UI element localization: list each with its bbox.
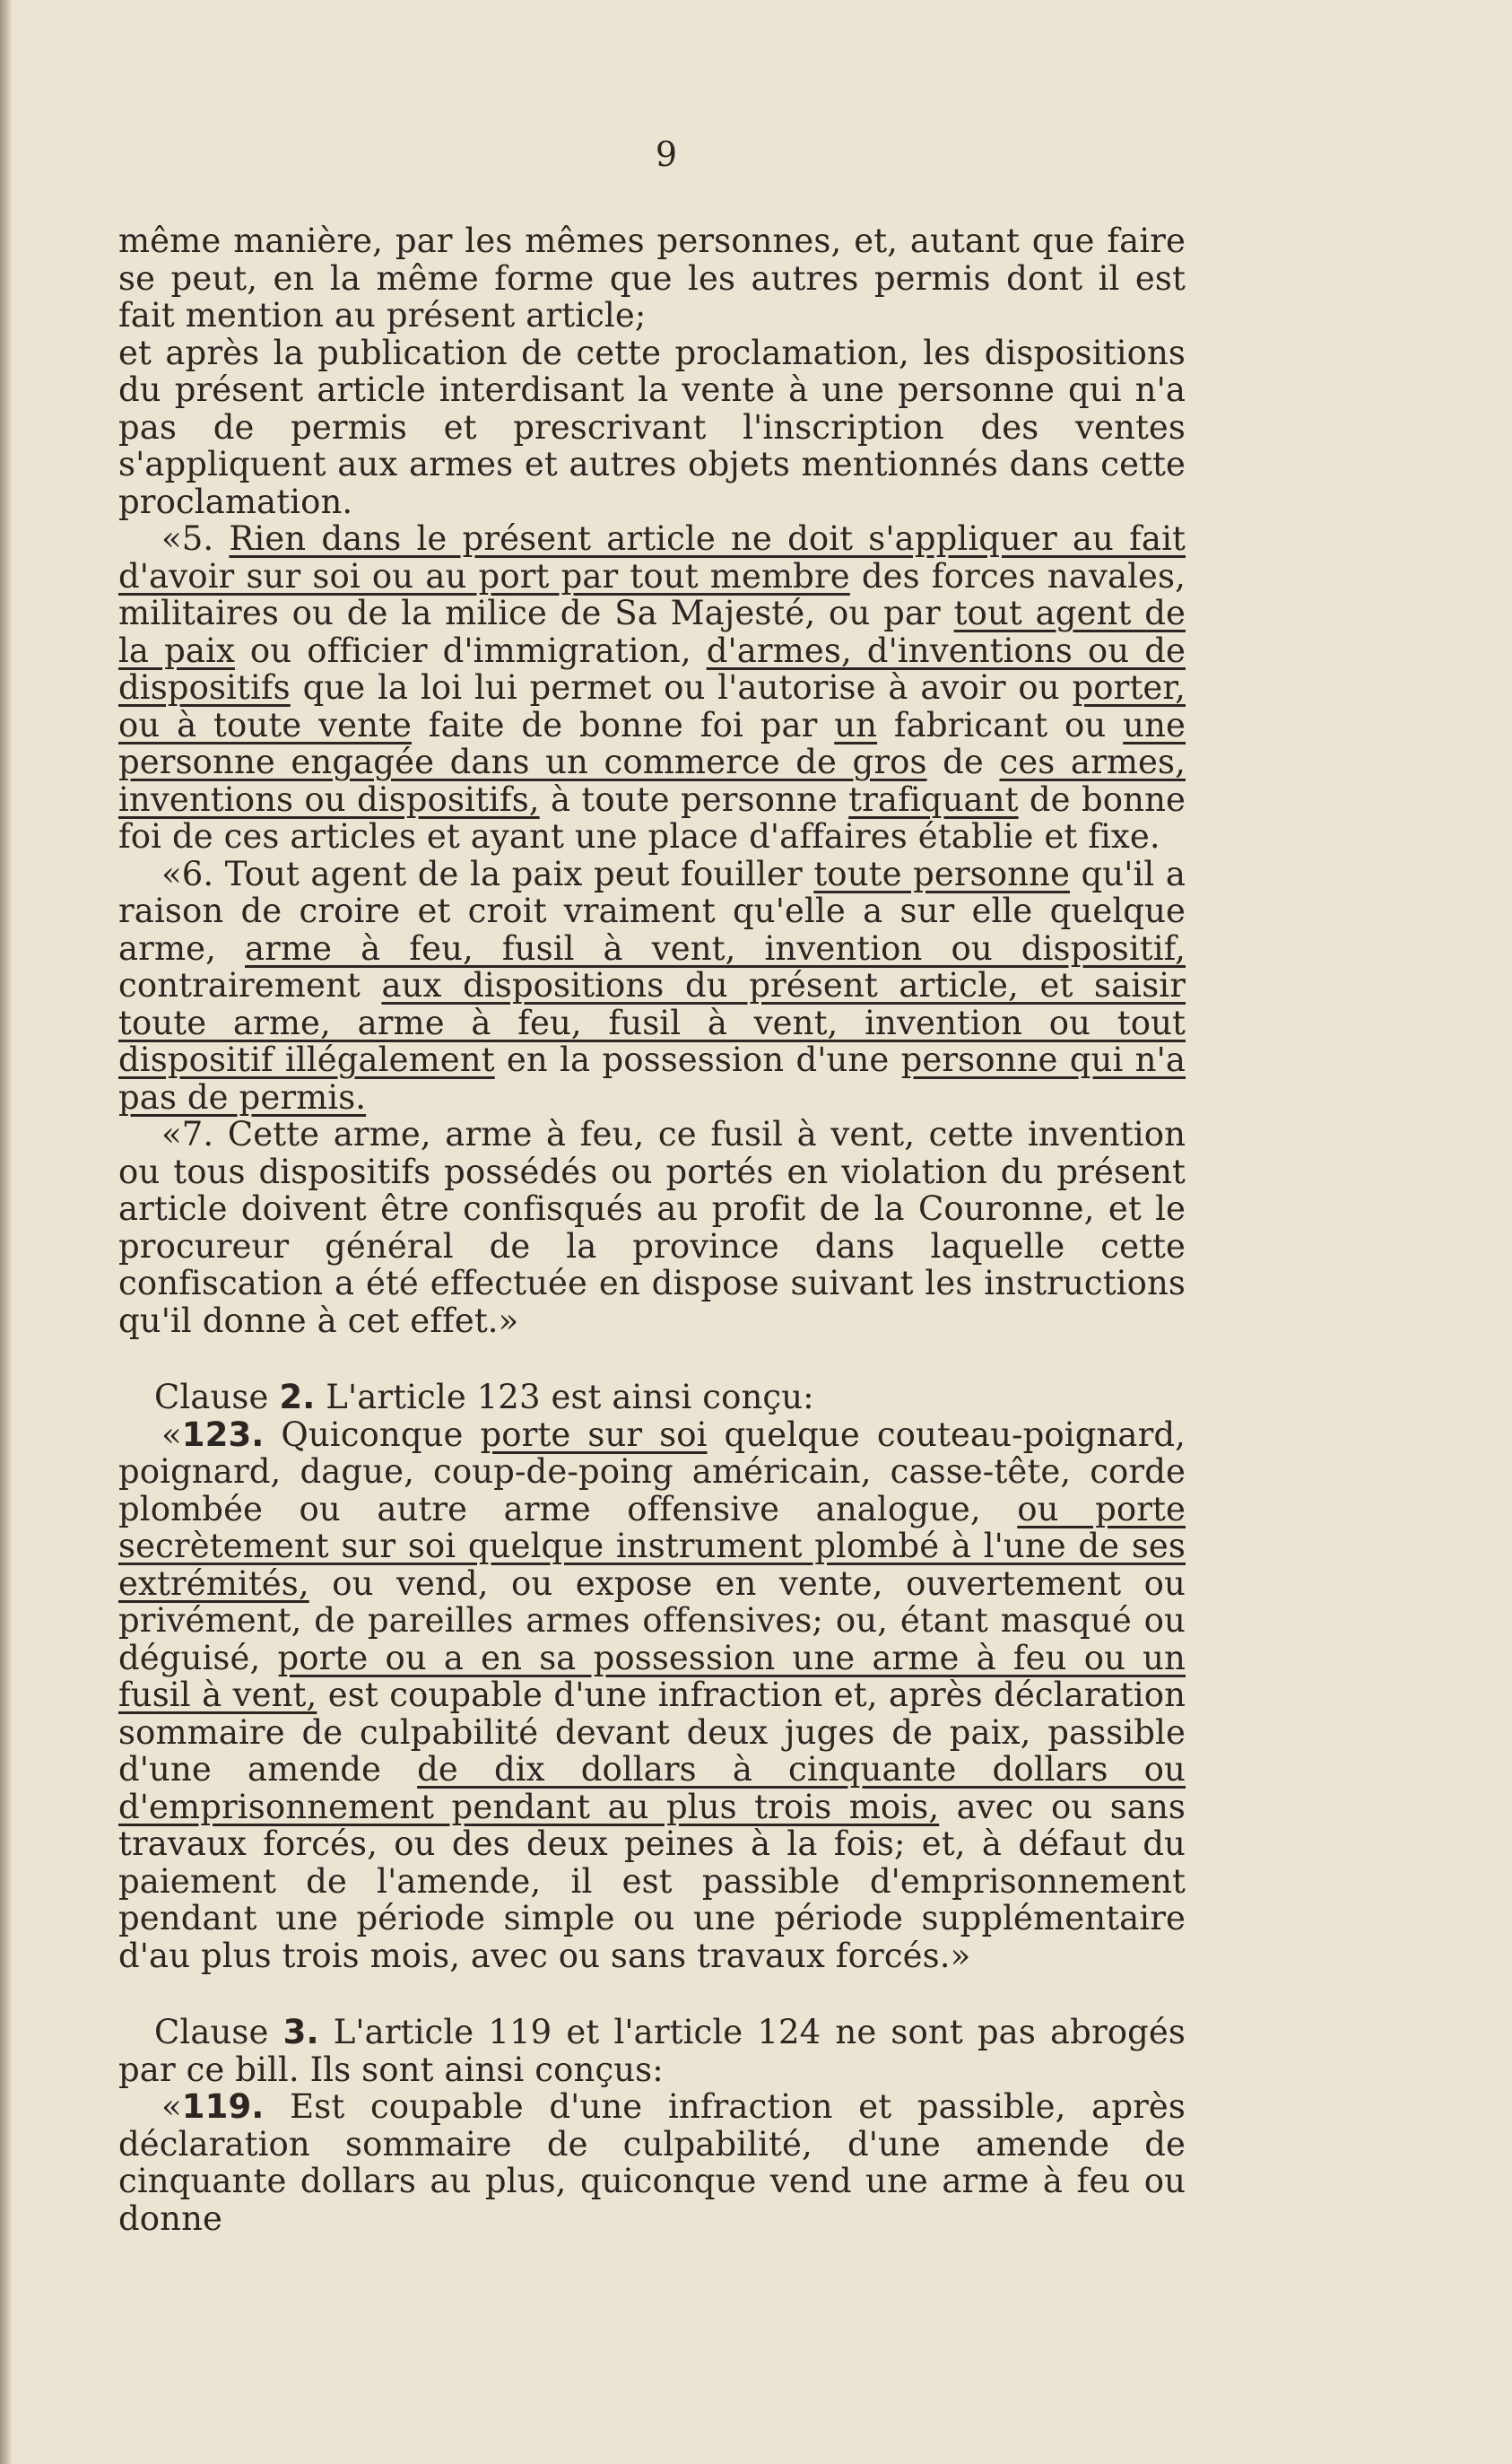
- underlined-text: tout agent de la paix: [118, 594, 1186, 670]
- text-run: Clause: [154, 1378, 280, 1416]
- spacer: [118, 1339, 1186, 1379]
- underlined-text: porte ou a en sa possession une arme à feu ou un fusil à vent,: [118, 1638, 1186, 1714]
- text-run: en la possession d'une: [494, 1040, 901, 1079]
- underlined-text: ces armes, inventions ou dispositifs,: [118, 743, 1186, 819]
- paragraph-section-5: [118, 520, 1186, 856]
- text-run: que la loi lui permet ou l'autorise à avoir ou: [290, 668, 1073, 707]
- underlined-text: aux dispositions du présent article, et saisir toute arme, arme à feu, fusil à vent, invention ou tout dispositif illégalement: [118, 966, 1186, 1079]
- text-run: des forces navales, militaires ou de la milice de Sa Majesté, ou par: [118, 556, 1186, 632]
- paragraph-article-119: [118, 2088, 1186, 2237]
- text-run: contrairement: [118, 966, 382, 1005]
- paragraph-continuation: même manière, par les mêmes personnes, et, autant que faire se peut, en la même forme que les autres permis dont il est fait mention au présent article;: [118, 222, 1186, 335]
- underlined-text: une personne engagée dans un commerce de gros: [118, 705, 1186, 781]
- text-run: ou officier d'immigration,: [234, 631, 707, 670]
- underlined-text: de dix dollars à cinquante dollars ou d'emprisonnement pendant au plus trois mois,: [118, 1750, 1186, 1826]
- underlined-text: d'armes, d'inventions ou de dispositifs: [118, 631, 1186, 707]
- text-run: quelque couteau-poignard, poignard, dague, coup-de-poing américain, casse-tête, corde plombée ou autre arme offensive analogue,: [118, 1415, 1186, 1528]
- underlined-text: trafiquant: [848, 779, 1019, 819]
- paragraph-article-123: [118, 1416, 1186, 1975]
- text-run: Clause: [154, 2013, 283, 2051]
- spacer: [118, 1974, 1186, 2014]
- underlined-text: porte sur soi: [480, 1415, 708, 1454]
- text-run: qu'il a raison de croire et croit vraiment qu'elle a sur elle quelque arme,: [118, 854, 1186, 968]
- text-run: «: [161, 1415, 182, 1454]
- underlined-text: arme à feu, fusil à vent, invention ou dispositif,: [245, 928, 1186, 968]
- paragraph-section-7: «7. Cette arme, arme à feu, ce fusil à vent, cette invention ou tous dispositifs possédés ou portés en violation du présent article doivent être confisqués au profit de la Couronne, et le procureur général de la province dans laquelle cette confiscation a été effectuée en dispose suivant les instructions qu'il donne à cet effet.»: [118, 1115, 1186, 1340]
- text-run: avec ou sans travaux forcés, ou des deux peines à la fois; et, à défaut du paiement de l'amende, il est passible d'emprisonnement pendant une période simple ou une période supplémentaire d'au plus trois mois, avec ou sans travaux forcés.»: [118, 1787, 1186, 1975]
- clause-number: 2.: [279, 1378, 316, 1416]
- paragraph-proclamation: et après la publication de cette proclamation, les dispositions du présent article interdisant la vente à une personne qui n'a pas de permis et prescrivant l'inscription des ventes s'appliquent aux armes et autres objets mentionnés dans cette proclamation.: [118, 333, 1186, 521]
- text-run: Quiconque: [264, 1415, 481, 1454]
- paragraph-section-6: [118, 856, 1186, 1117]
- text-run: est coupable d'une infraction et, après déclaration sommaire de culpabilité devant deux juges de paix, passible d'une amende: [118, 1676, 1186, 1789]
- underlined-text: un: [834, 705, 878, 744]
- text-run: de: [926, 743, 1000, 781]
- underlined-text: personne qui n'a pas de permis.: [118, 1040, 1186, 1117]
- text-run: L'article 123 est ainsi conçu:: [315, 1378, 814, 1416]
- article-number: 119.: [181, 2087, 265, 2126]
- underlined-text: toute personne: [813, 854, 1070, 893]
- text-run: «6. Tout agent de la paix peut fouiller: [161, 854, 814, 893]
- text-run: faite de bonne foi par: [411, 705, 835, 744]
- text-run: «5.: [161, 519, 230, 558]
- underlined-text: porter, ou à toute vente: [118, 668, 1186, 744]
- text-run: ou vend, ou expose en vente, ouvertement ou privément, de pareilles armes offensives; ou, étant masqué ou déguisé,: [118, 1563, 1186, 1677]
- text-run: fabricant ou: [877, 705, 1124, 744]
- underlined-text: ou porte secrètement sur soi quelque instrument plombé à l'une de ses extrémités,: [118, 1489, 1186, 1603]
- text-run: «: [161, 2087, 182, 2126]
- text-run: Est coupable d'une infraction et passible, après déclaration sommaire de culpabilité, d'une amende de cinquante dollars au plus, quiconque vend une arme à feu ou donne: [118, 2087, 1186, 2238]
- clause-number: 3.: [282, 2013, 319, 2051]
- text-run: à toute personne: [539, 779, 849, 819]
- clause-2-heading: [118, 1379, 1186, 1416]
- text-run: de bonne foi de ces articles et ayant une place d'affaires établie et fixe.: [118, 779, 1186, 856]
- clause-3-heading: [118, 2014, 1186, 2088]
- binding-edge: [0, 0, 13, 2464]
- text-run: L'article 119 et l'article 124 ne sont pas abrogés par ce bill. Ils sont ainsi conçus:: [118, 2013, 1186, 2089]
- article-number: 123.: [181, 1415, 265, 1454]
- document-body: [118, 222, 1186, 2237]
- page-number: 9: [655, 135, 678, 174]
- underlined-text: Rien dans le présent article ne doit s'appliquer au fait d'avoir sur soi ou au port par tout membre: [118, 519, 1186, 596]
